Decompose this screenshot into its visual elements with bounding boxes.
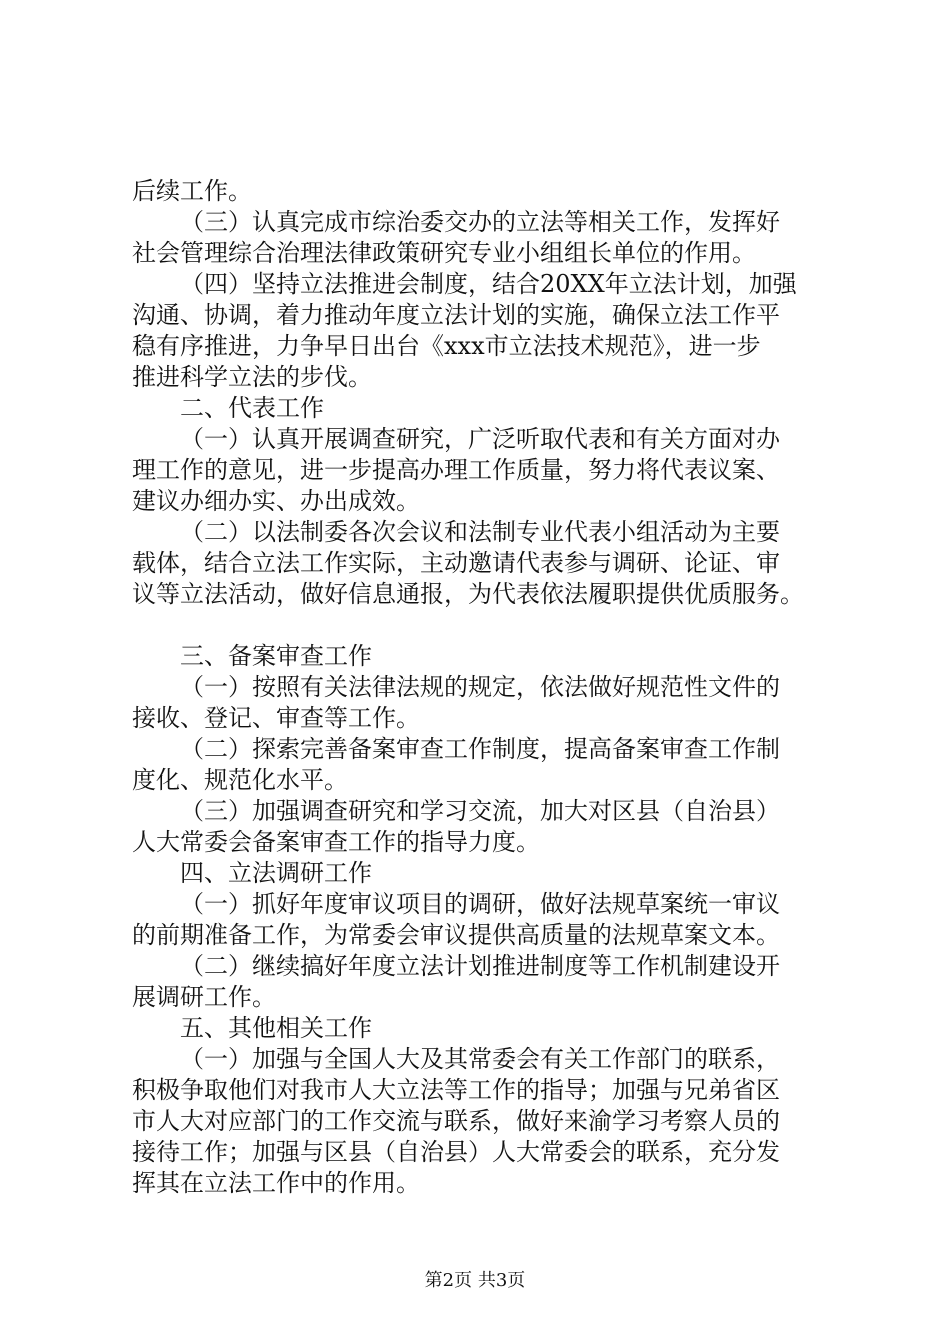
paragraph-line: 推进科学立法的步伐。 (132, 363, 372, 391)
paragraph-line: 度化、规范化水平。 (132, 766, 348, 794)
paragraph-line: 积极争取他们对我市人大立法等工作的指导；加强与兄弟省区 (132, 1076, 780, 1104)
paragraph-line: （三）加强调查研究和学习交流，加大对区县（自治县） (180, 797, 780, 825)
paragraph-line: 沟通、协调，着力推动年度立法计划的实施，确保立法工作平 (132, 301, 780, 329)
paragraph-line: 人大常委会备案审查工作的指导力度。 (132, 828, 540, 856)
paragraph-line: 议等立法活动，做好信息通报，为代表依法履职提供优质服务。 (132, 580, 804, 608)
paragraph-line: 接收、登记、审查等工作。 (132, 704, 420, 732)
paragraph-line: 挥其在立法工作中的作用。 (132, 1169, 420, 1197)
section-heading: 三、备案审查工作 (180, 642, 372, 670)
paragraph-line: 的前期准备工作，为常委会审议提供高质量的法规草案文本。 (132, 921, 780, 949)
paragraph-line: 稳有序推进，力争早日出台《xxx市立法技术规范》，进一步 (132, 332, 761, 360)
paragraph-line: （一）加强与全国人大及其常委会有关工作部门的联系， (180, 1045, 780, 1073)
paragraph-line: 社会管理综合治理法律政策研究专业小组组长单位的作用。 (132, 239, 756, 267)
paragraph-line: （一）认真开展调查研究，广泛听取代表和有关方面对办 (180, 425, 780, 453)
paragraph-line: 载体，结合立法工作实际，主动邀请代表参与调研、论证、审 (132, 549, 780, 577)
paragraph-line: （二）探索完善备案审查工作制度，提高备案审查工作制 (180, 735, 780, 763)
paragraph-line: 理工作的意见，进一步提高办理工作质量，努力将代表议案、 (132, 456, 780, 484)
paragraph-line: （二）继续搞好年度立法计划推进制度等工作机制建设开 (180, 952, 780, 980)
paragraph-line: （四）坚持立法推进会制度，结合20XX年立法计划，加强 (180, 270, 797, 298)
paragraph-line: 市人大对应部门的工作交流与联系，做好来渝学习考察人员的 (132, 1107, 780, 1135)
paragraph-line: 建议办细办实、办出成效。 (132, 487, 420, 515)
section-heading: 四、立法调研工作 (180, 859, 372, 887)
paragraph-line: 展调研工作。 (132, 983, 276, 1011)
paragraph-line: 接待工作；加强与区县（自治县）人大常委会的联系，充分发 (132, 1138, 780, 1166)
paragraph-line: （一）按照有关法律法规的规定，依法做好规范性文件的 (180, 673, 780, 701)
paragraph-line: （一）抓好年度审议项目的调研，做好法规草案统一审议 (180, 890, 780, 918)
paragraph-line: （三）认真完成市综治委交办的立法等相关工作，发挥好 (180, 208, 780, 236)
paragraph-line: 后续工作。 (132, 177, 252, 205)
section-heading: 二、代表工作 (180, 394, 324, 422)
section-heading: 五、其他相关工作 (180, 1014, 372, 1042)
paragraph-line: （二）以法制委各次会议和法制专业代表小组活动为主要 (180, 518, 780, 546)
page-number-footer: 第2页 共3页 (424, 1270, 526, 1291)
